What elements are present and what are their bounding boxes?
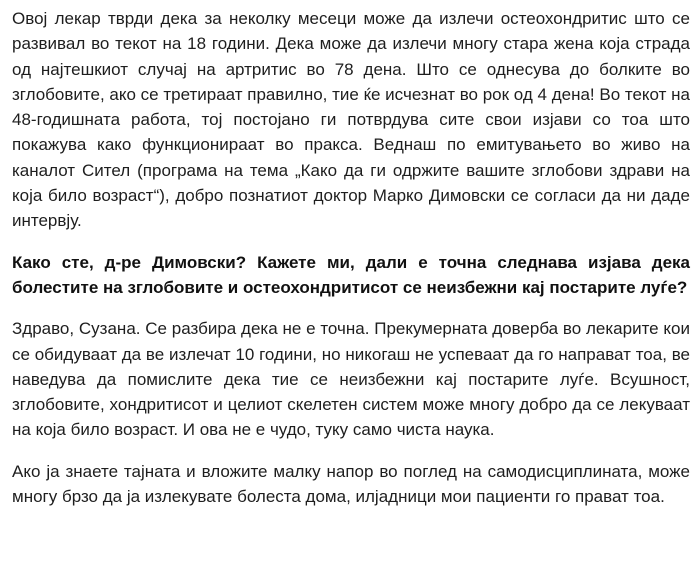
article-body	[12, 6, 690, 525]
intro-paragraph: Овој лекар тврди дека за неколку месеци може да излечи остеохондритис што се развивал во текот на 18 години. Дека може да излечи многу стара жена која страда од најтешкиот случај на артритис во 78 дена. Што се однесува до болките во зглобовите, ако се третираат правилно, тие ќе исчезнат во рок од 4 дена! Во текот на 48-годишната работа, тој постојано ги потврдува сите свои изјави со тоа што покажува како функционираат во пракса. Веднаш по емитувањето во живо на каналот Сител (програма на тема „Како да ги одржите вашите зглобови здрави на која било возраст“), добро познатиот доктор Марко Димовски се согласи да ни даде интервју.	[12, 9, 690, 231]
interview-question: Како сте, д-ре Димовски? Кажете ми, дали е точна следнава изјава дека болестите на зглобовите и остеохондритисот се неизбежни кај постарите луѓе?	[12, 252, 690, 297]
answer-paragraph-continued: Ако ја знаете тајната и вложите малку напор во поглед на самодисциплината, може многу брзо да ја излекувате болеста дома, илјадници мои пациенти го прават тоа.	[12, 461, 690, 507]
answer-paragraph: Здраво, Сузана. Се разбира дека не е точна. Прекумерната доверба во лекарите кои се обидуваат да ве излечат 10 години, но никогаш не успеваат да го направат тоа, ве наведува да помислите дека тие се неизбежни кај постарите луѓе. Всушност, зглобовите, хондритисот и целиот скелетен систем може многу добро да се лекуваат на која било возраст. И ова не е чудо, туку само чиста наука.	[12, 319, 690, 440]
